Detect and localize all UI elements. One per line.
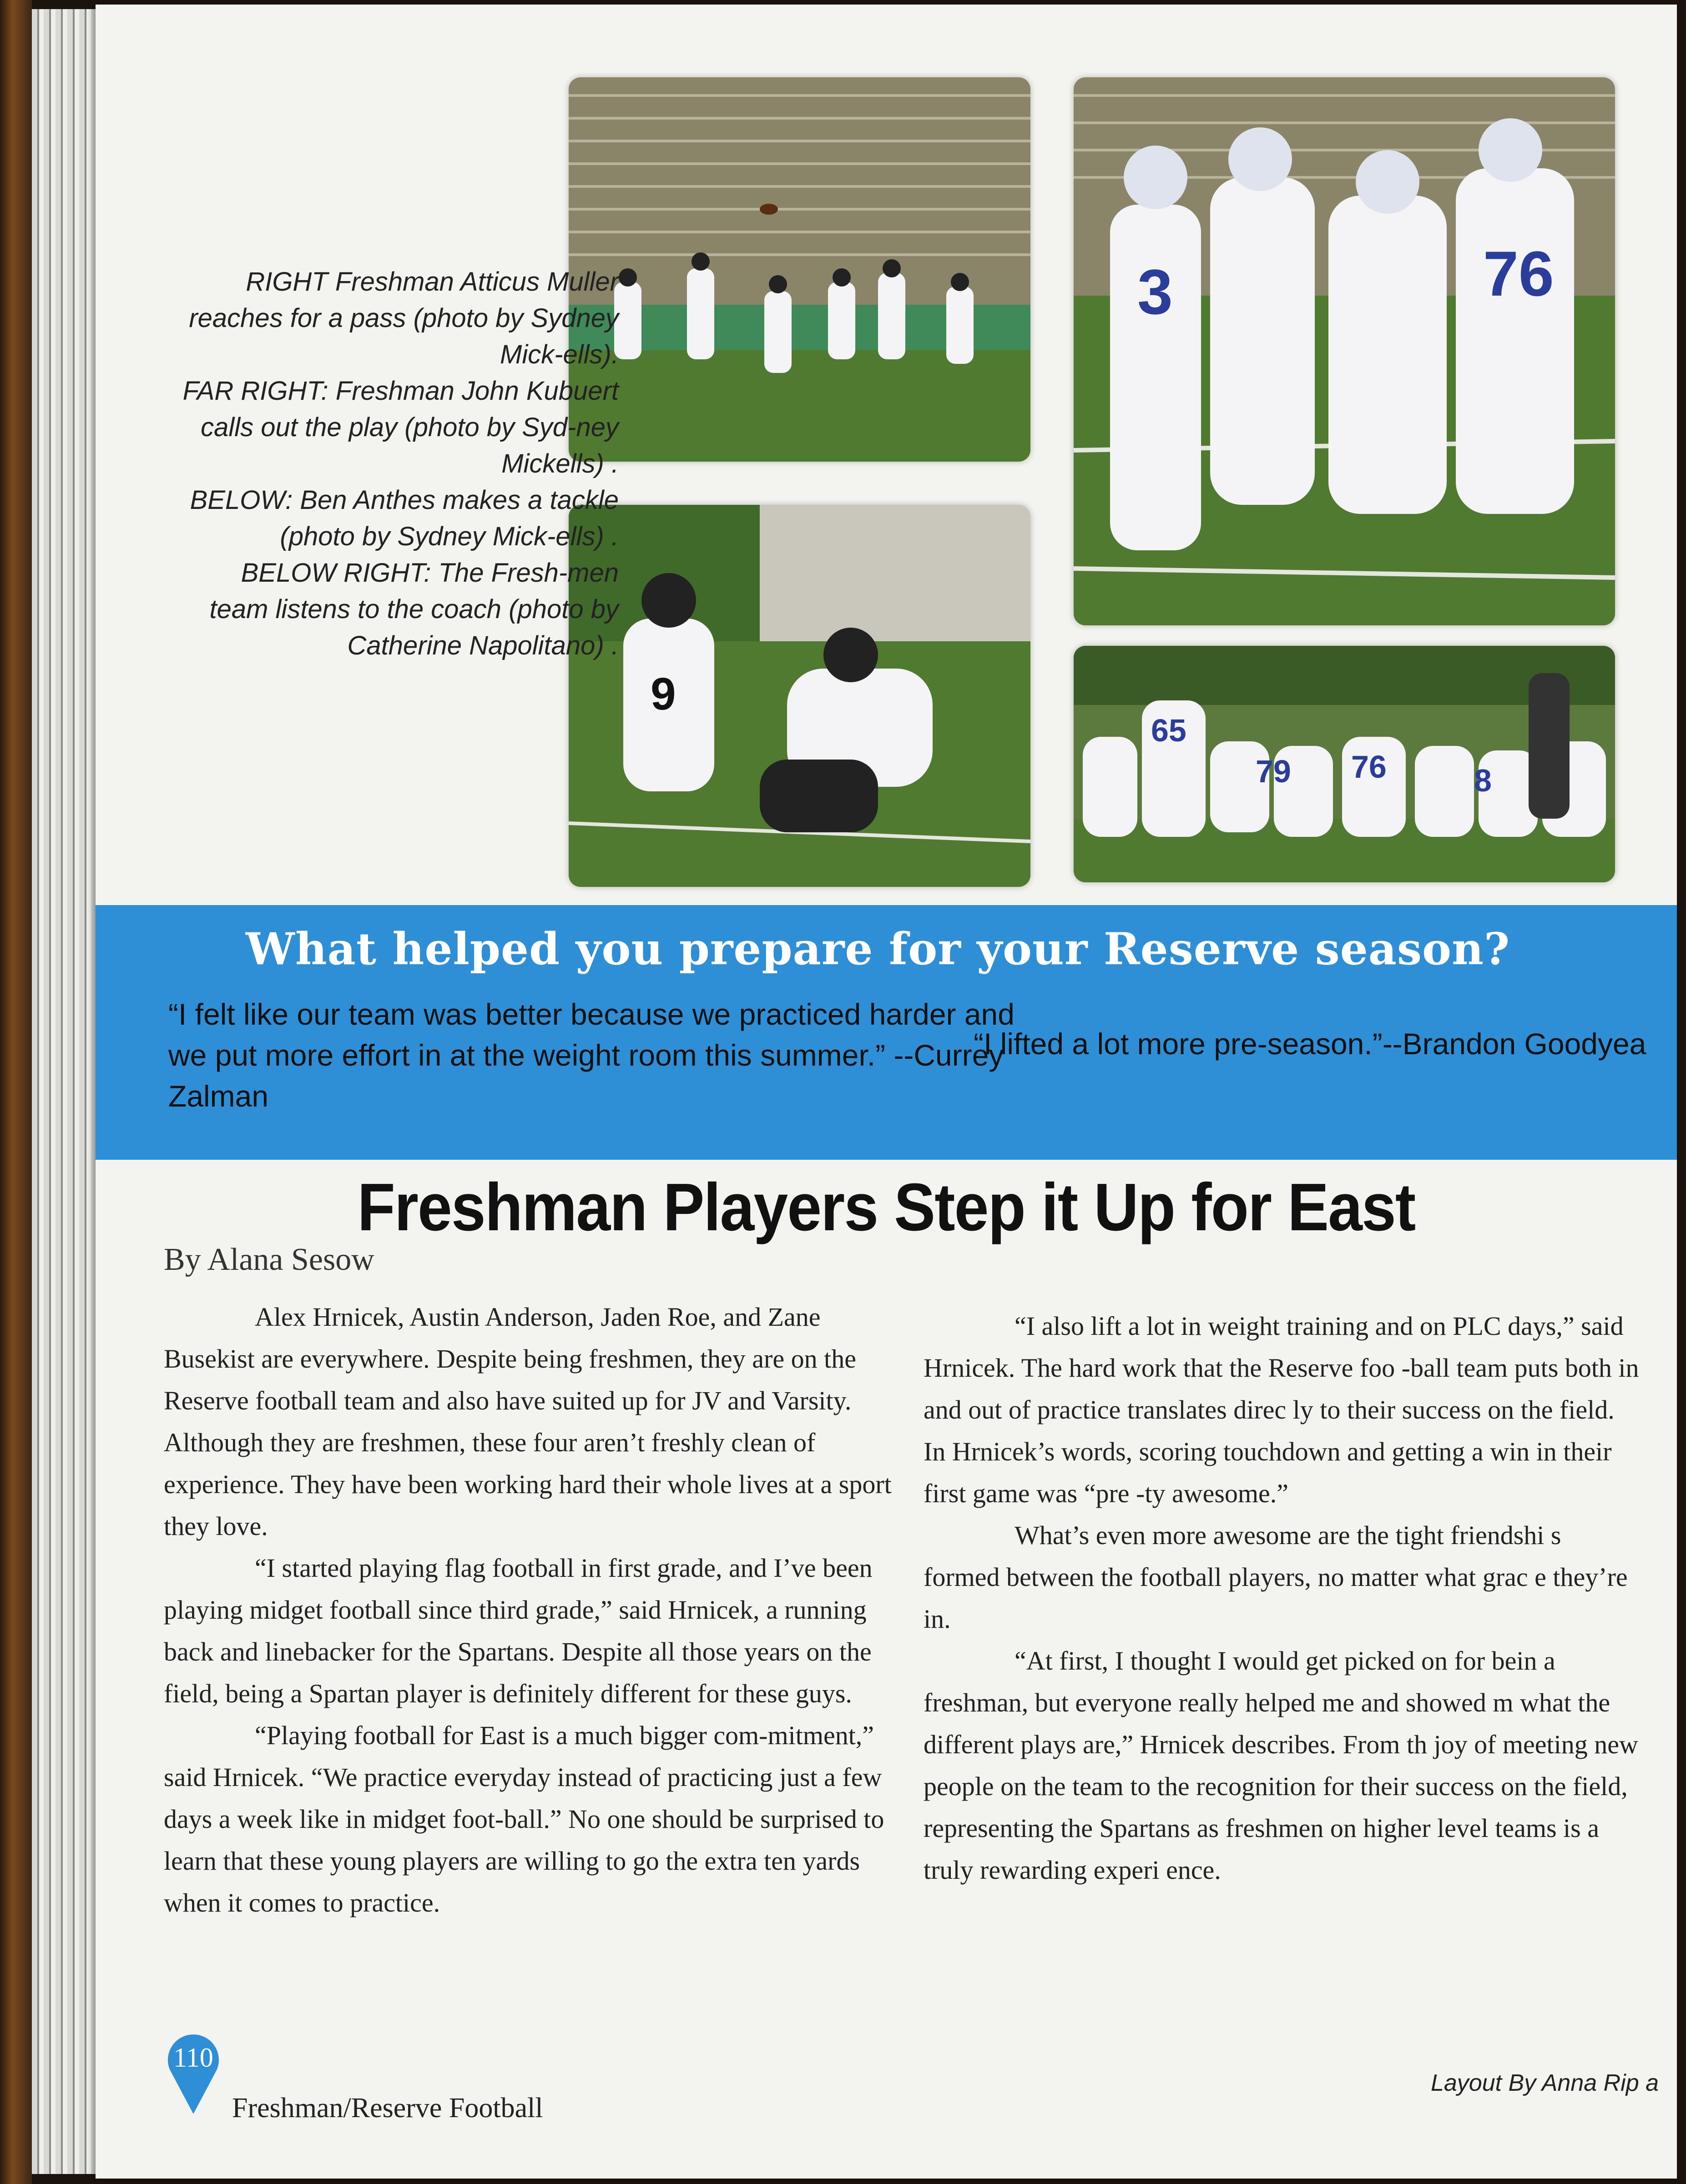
- svg-text:3: 3: [1137, 256, 1173, 327]
- quote-zalman: “I felt like our team was better because we practiced harder and we put more effort in at the weight room this summer.” --Currey Zalman: [168, 997, 1015, 1113]
- svg-text:79: 79: [1256, 754, 1291, 789]
- photo-receiver-catch: [569, 77, 1030, 462]
- caption-far-right: FAR RIGHT: Freshman John Kubuert calls out the play (photo by Syd-ney Mickells) .: [182, 376, 619, 478]
- paragraph: “I started playing flag football in first grade, and I’ve been playing midget football since third grade,” said Hrnicek, a running back and linebacker for the Spartans. Despite all those years on the field, being a Spartan player is definitely different for these guys.: [164, 1553, 873, 1708]
- photo-tackle: [569, 505, 1030, 887]
- paragraph: What’s even more awesome are the tight friendshi s formed between the football players, no matter what grac e they’re in.: [924, 1520, 1628, 1634]
- caption-right: RIGHT Freshman Atticus Muller reaches for a pass (photo by Sydney Mick-ells).: [189, 267, 619, 369]
- paragraph: “At first, I thought I would get picked on for bein a freshman, but everyone really helped me and showed m what the different plays are,” Hrnicek describes. From th joy of meeting new people on the team to the recognition for their success on the field, representing the Spartans as freshmen on higher level teams is a truly rewarding experi ence.: [924, 1646, 1638, 1885]
- yearbook-page: [96, 5, 1677, 2179]
- caption-below: BELOW: Ben Anthes makes a tackle (photo by Sydney Mick-ells) .: [190, 485, 619, 551]
- question-banner: [96, 905, 1677, 1160]
- article-column-right: [924, 1305, 1642, 1891]
- page-number: 110: [173, 2043, 213, 2073]
- svg-text:9: 9: [651, 669, 676, 720]
- paragraph: “I also lift a lot in weight training and on PLC days,” said Hrnicek. The hard work that the Reserve foo -ball team puts both in and out of practice translates direc ly to their success on the field. In Hrnicek’s words, scoring touchdown and getting a win in their first game was “pre -ty awesome.”: [924, 1311, 1639, 1508]
- svg-text:76: 76: [1483, 238, 1554, 309]
- article-column-left: [164, 1296, 892, 1924]
- paragraph: Alex Hrnicek, Austin Anderson, Jaden Roe, and Zane Busekist are everywhere. Despite being freshmen, they are on the Reserve football team and also have suited up for JV and Varsity. Although they are freshmen, these four aren’t freshly clean of experience. They have been working hard their whole lives at a sport they love.: [164, 1302, 892, 1541]
- svg-text:76: 76: [1351, 749, 1387, 785]
- paragraph: “Playing football for East is a much bigger com-mitment,” said Hrnicek. “We practice everyday instead of practicing just a few days a week like in midget foot-ball.” No one should be surprised to learn that these young players are willing to go the extra ten yards when it comes to practice.: [164, 1721, 884, 1917]
- svg-text:65: 65: [1151, 713, 1186, 748]
- svg-text:8: 8: [1474, 763, 1492, 798]
- book-spine: [0, 0, 32, 2184]
- caption-below-right: BELOW RIGHT: The Fresh-men team listens to the coach (photo by Catherine Napolitano) .: [209, 558, 619, 660]
- layout-credit: Layout By Anna Rip a: [1430, 2070, 1659, 2096]
- article-headline: Freshman Players Step it Up for East: [357, 1170, 1415, 1245]
- photo-team-listens: [1074, 646, 1615, 882]
- photo-captions: [177, 264, 619, 664]
- quote-goodyear: “I lifted a lot more pre-season.”--Brandon Goodyea: [974, 1027, 1646, 1061]
- question-heading: What helped you prepare for your Reserve season?: [246, 923, 1510, 975]
- photo-huddle: [1074, 77, 1615, 625]
- section-title: Freshman/Reserve Football: [232, 2093, 543, 2124]
- byline: By Alana Sesow: [164, 1242, 374, 1277]
